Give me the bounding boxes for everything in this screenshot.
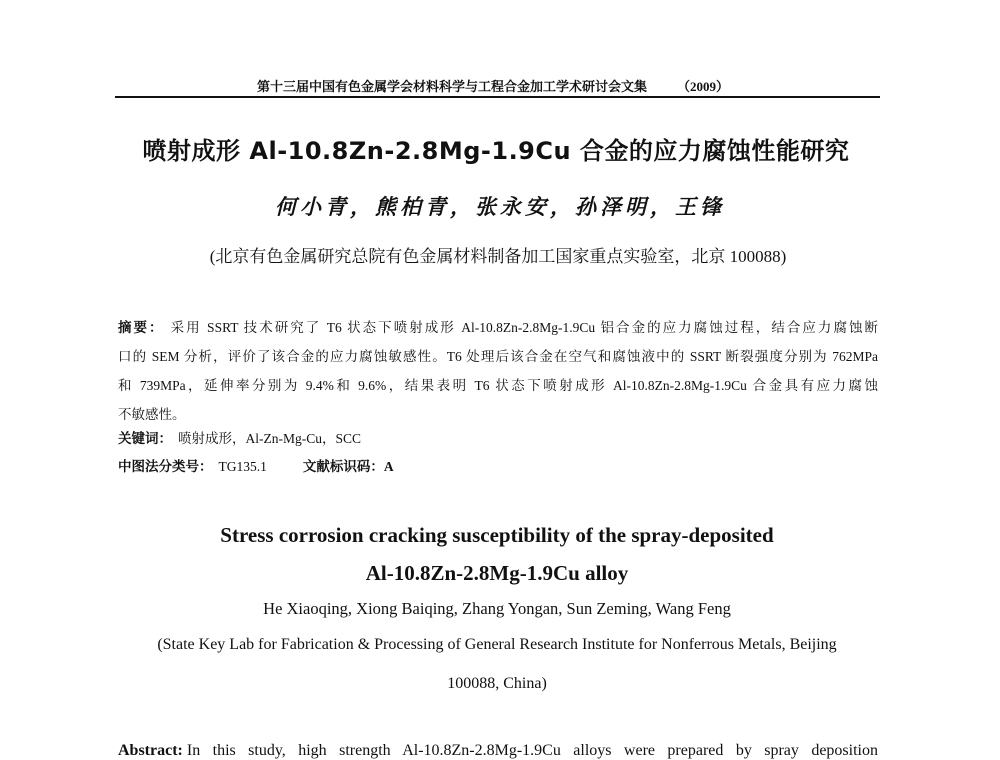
running-header bbox=[0, 76, 986, 95]
affiliation-en-line: 100088, China) bbox=[447, 675, 547, 692]
abstract-cn-line: 不敏感性。 bbox=[118, 407, 186, 422]
abstract-en-text: In this study, high strength Al-10.8Zn-2.8Mg-1.9Cu alloys were prepared by spray deposition bbox=[186, 742, 878, 759]
affiliation-en-line: (State Key Lab for Fabrication & Processing of General Research Institute for Nonferrous Metals, Beijing bbox=[157, 636, 837, 653]
authors-en: He Xiaoqing, Xiong Baiqing, Zhang Yongan, Sun Zeming, Wang Feng bbox=[263, 599, 731, 618]
keywords-text: 喷射成形，Al-Zn-Mg-Cu，SCC bbox=[178, 431, 362, 446]
paper-title-en-line: Stress corrosion cracking susceptibility of the spray-deposited bbox=[220, 523, 774, 547]
paper-title-cn: 喷射成形 Al-10.8Zn-2.8Mg-1.9Cu 合金的应力腐蚀性能研究 bbox=[142, 137, 850, 165]
abstract-cn-line: 和 739MPa，延伸率分别为 9.4%和 9.6%，结果表明 T6 状态下喷射成形 Al-10.8Zn-2.8Mg-1.9Cu 合金具有应力腐蚀 bbox=[118, 378, 878, 393]
affiliation-cn: (北京有色金属研究总院有色金属材料制备加工国家重点实验室，北京 100088) bbox=[209, 247, 787, 266]
paper-title-en-line: Al-10.8Zn-2.8Mg-1.9Cu alloy bbox=[365, 561, 629, 585]
keywords-cn bbox=[118, 427, 878, 447]
proceedings-year: （2009） bbox=[677, 79, 730, 94]
doc-label: 文献标识码： bbox=[302, 459, 384, 474]
abstract-cn bbox=[118, 313, 878, 429]
authors-cn: 何小青，熊柏青，张永安，孙泽明，王锋 bbox=[275, 195, 725, 219]
clc-label: 中图法分类号： bbox=[118, 459, 213, 474]
abstract-cn-text: 采用 SSRT 技术研究了 T6 状态下喷射成形 Al-10.8Zn-2.8Mg-1.9Cu 铝合金的应力腐蚀过程，结合应力腐蚀断 bbox=[170, 320, 878, 335]
classification-line bbox=[118, 455, 878, 475]
header-rule bbox=[115, 96, 880, 98]
doc-code bbox=[303, 459, 394, 474]
doc-value: A bbox=[383, 459, 394, 474]
keywords-label: 关键词： bbox=[118, 431, 172, 446]
abstract-cn-line bbox=[118, 313, 878, 342]
proceedings-title: 第十三届中国有色金属学会材料科学与工程合金加工学术研讨会文集 bbox=[256, 79, 647, 94]
clc-value: TG135.1 bbox=[218, 459, 267, 474]
abstract-en-label: Abstract: bbox=[118, 742, 183, 759]
abstract-cn-label: 摘要： bbox=[118, 320, 165, 335]
abstract-en bbox=[118, 742, 878, 760]
abstract-cn-line: 口的 SEM 分析，评价了该合金的应力腐蚀敏感性。T6 处理后该合金在空气和腐蚀液中的 SSRT 断裂强度分别为 762MPa bbox=[118, 349, 878, 364]
